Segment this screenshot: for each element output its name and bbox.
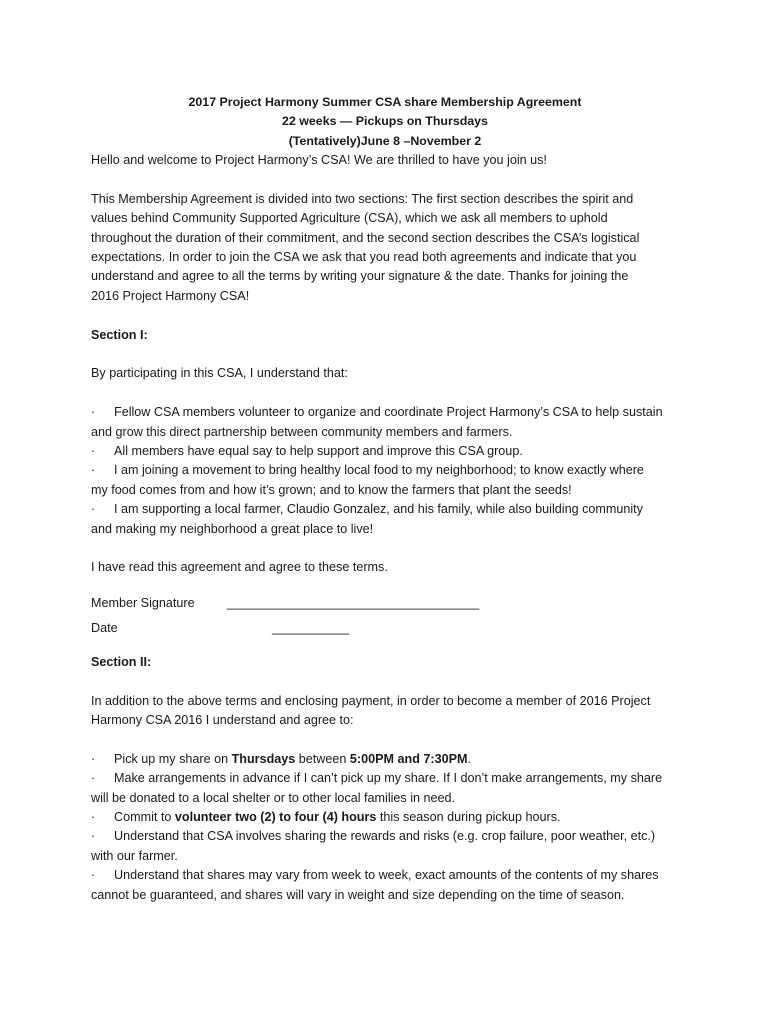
bullet-icon: · — [91, 829, 96, 844]
intro-line: throughout the duration of their commitment, and the second section describes the CSA’s logistical — [91, 230, 640, 245]
signature-field[interactable]: ____________________________________ — [227, 595, 480, 610]
intro-line: understand and agree to all the terms by writing your signature & the date. Thanks for joining the — [91, 269, 629, 284]
section2-list — [91, 750, 691, 905]
intro-line: expectations. In order to join the CSA we ask that you read both agreements and indicate that you — [91, 250, 637, 265]
list-item: · All members have equal say to help support and improve this CSA group. — [91, 442, 691, 461]
bullet-icon: · — [91, 463, 96, 478]
signature-row — [91, 594, 691, 619]
intro-line: 2016 Project Harmony CSA! — [91, 288, 250, 303]
list-item-continued: with our farmer. — [91, 848, 178, 863]
list-item-continued: my food comes from and how it’s grown; and to know the farmers that plant the seeds! — [91, 482, 572, 497]
list-item-continued: and making my neighborhood a great place to live! — [91, 521, 374, 536]
list-item-continued: will be donated to a local shelter or to other local families in need. — [91, 790, 456, 805]
bullet-icon: · — [91, 771, 96, 786]
list-item: · Make arrangements in advance if I can’t pick up my share. If I don’t make arrangements, my share — [91, 769, 691, 788]
bullet-icon: · — [91, 444, 96, 459]
list-item: · I am supporting a local farmer, Claudio Gonzalez, and his family, while also building community — [91, 500, 691, 519]
date-field[interactable]: ___________ — [272, 620, 350, 635]
list-item: · Fellow CSA members volunteer to organize and coordinate Project Harmony’s CSA to help sustain — [91, 403, 691, 422]
bullet-icon: · — [91, 405, 96, 420]
document-header — [0, 93, 770, 151]
intro-paragraph — [91, 190, 691, 306]
header-schedule: 22 weeks — Pickups on Thursdays — [282, 114, 488, 129]
header-dates: (Tentatively)June 8 –November 2 — [288, 133, 482, 148]
list-item-continued: cannot be guaranteed, and shares will vary in weight and size depending on the time of season. — [91, 887, 625, 902]
intro-line: values behind Community Supported Agriculture (CSA), which we ask all members to uphold — [91, 211, 608, 226]
list-item: · I am joining a movement to bring healthy local food to my neighborhood; to know exactly where — [91, 461, 691, 480]
bullet-icon: · — [91, 751, 96, 766]
welcome-text: Hello and welcome to Project Harmony’s CSA! We are thrilled to have you join us! — [91, 153, 547, 167]
section2-title: Section II: — [91, 654, 152, 669]
list-item: · Pick up my share on Thursdays between 5:00PM and 7:30PM. — [91, 750, 691, 769]
bullet-icon: · — [91, 810, 96, 825]
list-item: · Understand that CSA involves sharing the rewards and risks (e.g. crop failure, poor weather, etc.) — [91, 827, 691, 846]
date-row — [91, 619, 691, 644]
agreement-statement: I have read this agreement and agree to these terms. — [91, 560, 388, 575]
date-label: Date — [91, 620, 118, 635]
section1-lead: By participating in this CSA, I understand that: — [91, 366, 348, 381]
list-item-continued: and grow this direct partnership between community members and farmers. — [91, 424, 513, 439]
bullet-icon: · — [91, 502, 96, 517]
bullet-icon: · — [91, 868, 96, 883]
list-item: · Understand that shares may vary from week to week, exact amounts of the contents of my shares — [91, 866, 691, 885]
section1-list — [91, 403, 691, 539]
document-body — [91, 151, 691, 905]
list-item: · Commit to volunteer two (2) to four (4) hours this season during pickup hours. — [91, 808, 691, 827]
section1-title: Section I: — [91, 327, 148, 342]
intro-line: This Membership Agreement is divided into two sections: The first section describes the spirit and — [91, 191, 634, 206]
signature-label: Member Signature — [91, 595, 195, 610]
header-title: 2017 Project Harmony Summer CSA share Membership Agreement — [188, 95, 582, 109]
section2-lead: Harmony CSA 2016 I understand and agree to: — [91, 713, 354, 728]
section2-lead: In addition to the above terms and enclosing payment, in order to become a member of 2016 Project — [91, 693, 651, 708]
